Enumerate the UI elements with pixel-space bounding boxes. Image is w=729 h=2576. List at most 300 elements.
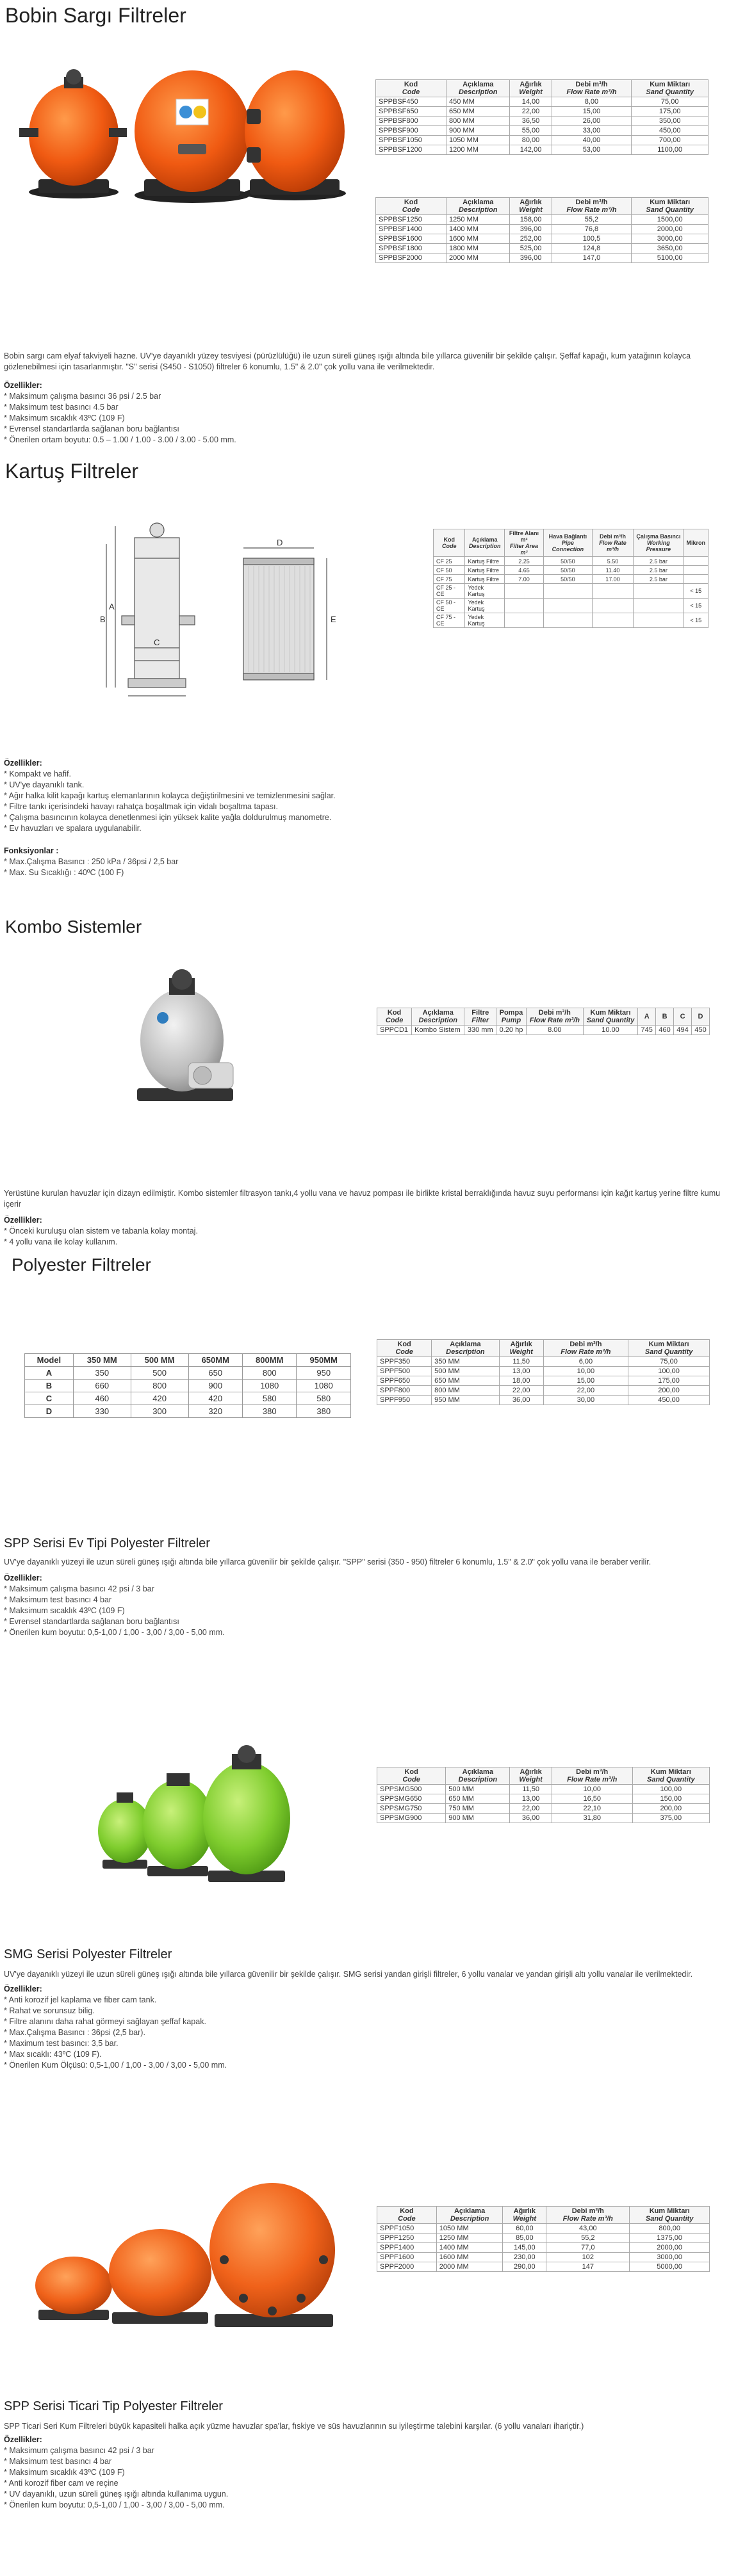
table-cell: 77,0 [546, 2243, 630, 2253]
dim-label-a: A [109, 602, 115, 611]
table-cell: 450 [692, 1026, 710, 1035]
list-item: * UV dayanıklı, uzun süreli güneş ışığı altında kullanıma uygun. [4, 2490, 229, 2499]
col-header: Debi m³/h Flow Rate m³/h [552, 1767, 632, 1785]
table-cell: SPPF1400 [377, 2243, 437, 2253]
table-cell: SPPBSF1200 [376, 145, 446, 155]
table-cell: 53,00 [552, 145, 632, 155]
list-item: * Ev havuzları ve spalara uygulanabilir. [4, 824, 142, 833]
col-header: Açıklama Description [446, 198, 510, 215]
table-row [377, 2243, 710, 2253]
list-item: * Kompakt ve hafif. [4, 769, 71, 778]
table-cell: Kombo Sistem [412, 1026, 464, 1035]
table-cell [684, 566, 709, 575]
table-cell: 8,00 [552, 97, 632, 107]
dim-label-d: D [277, 538, 283, 547]
list-item: * Önerilen kum boyutu: 0,5-1,00 / 1,00 - 3,00 / 3,00 - 5,00 mm. [4, 2500, 225, 2509]
table-cell: 2000 MM [436, 2262, 503, 2272]
col-header: Kod Code [434, 529, 465, 557]
col-header: Açıklama Description [412, 1008, 464, 1026]
table-cell [504, 613, 543, 628]
table-cell: 350,00 [632, 117, 709, 126]
spp-ticari-description [4, 2421, 721, 2511]
col-header: Kum Miktarı Sand Quantity [630, 2207, 710, 2224]
table-cell: 50/50 [544, 557, 593, 566]
table-cell: 75,00 [632, 97, 709, 107]
commercial-filters-image [32, 2177, 340, 2330]
table-cell: 375,00 [632, 1814, 709, 1823]
table-cell: SPPF1600 [377, 2253, 437, 2262]
table-row [377, 2234, 710, 2243]
table-cell: 525,00 [510, 244, 552, 254]
table-row [377, 2224, 710, 2234]
cartridge-features [4, 758, 721, 878]
cartridge-diagram [102, 520, 372, 705]
section-title-polyester: Polyester Filtreler [12, 1255, 151, 1275]
list-item: * Maksimum test basıncı 4 bar [4, 1595, 112, 1604]
table-cell: 450,00 [628, 1396, 710, 1405]
table-cell: SPPBSF1050 [376, 136, 446, 145]
table-row [25, 1380, 351, 1392]
table-cell: SPPSMG900 [377, 1814, 446, 1823]
table-cell: Kartuş Filtre [465, 566, 504, 575]
table-row [434, 599, 709, 613]
col-header: Debi m³/h Flow Rate m³/h [526, 1008, 583, 1026]
table-row [376, 136, 709, 145]
table-cell: SPPBSF650 [376, 107, 446, 117]
table-row [434, 584, 709, 599]
table-cell: 80,00 [510, 136, 552, 145]
table-cell: 2.5 bar [634, 575, 684, 584]
table-cell: 5100,00 [632, 254, 709, 263]
table-row [377, 1814, 710, 1823]
table-cell: 100,00 [628, 1367, 710, 1376]
features-heading: Özellikler: [4, 1216, 42, 1225]
table-cell: 2.5 bar [634, 566, 684, 575]
table-cell: 745 [638, 1026, 656, 1035]
table-row [377, 1376, 710, 1386]
table-cell: 1250 MM [446, 215, 510, 225]
table-cell: 396,00 [510, 254, 552, 263]
table-cell: < 15 [684, 599, 709, 613]
table-cell: D [25, 1405, 74, 1418]
col-header: 350 MM [73, 1354, 131, 1367]
table-cell: 200,00 [628, 1386, 710, 1396]
table-cell: SPPBSF1400 [376, 225, 446, 234]
table-cell: 22,00 [510, 1804, 552, 1814]
table-cell: 36,50 [510, 117, 552, 126]
features-heading: Özellikler: [4, 1984, 42, 1993]
description-text: UV'ye dayanıklı yüzeyi ile uzun süreli güneş ışığı altında bile yıllarca güvenilir bir şekilde çalışır. "SPP" serisi (350 - 950) filtreler 6 konumlu, 1.5" & 2.0" çok yollu vana ile beraber verilir. [4, 1558, 651, 1566]
col-header: Hava Bağlantı Pipe Connection [544, 529, 593, 557]
col-header: Açıklama Description [432, 1340, 500, 1357]
table-cell: 55,2 [546, 2234, 630, 2243]
col-header: Ağırlık Weight [503, 2207, 546, 2224]
list-item: * 4 yollu vana ile kolay kullanım. [4, 1237, 118, 1246]
table-cell: < 15 [684, 613, 709, 628]
col-header: Ağırlık Weight [510, 1767, 552, 1785]
col-header: Kod Code [377, 1008, 412, 1026]
col-header: Kum Miktarı Sand Quantity [632, 198, 709, 215]
table-cell: 40,00 [552, 136, 632, 145]
table-row [377, 1026, 710, 1035]
list-item: * Maksimum çalışma basıncı 42 psi / 3 bar [4, 1584, 154, 1593]
table-cell: 330 mm [464, 1026, 496, 1035]
list-item: * Anti korozif jel kaplama ve fiber cam tank. [4, 1995, 157, 2004]
table-cell: 3000,00 [632, 234, 709, 244]
table-cell: 22,00 [510, 107, 552, 117]
table-cell: 200,00 [632, 1804, 709, 1814]
table-cell: 800 MM [446, 117, 510, 126]
table-cell: 22,00 [543, 1386, 628, 1396]
table-row [25, 1367, 351, 1380]
table-cell: 76,8 [552, 225, 632, 234]
table-cell [592, 584, 634, 599]
smg-spec-table [377, 2206, 710, 2272]
table-cell [544, 613, 593, 628]
features-heading: Özellikler: [4, 1574, 42, 1582]
list-item: * Maksimum sıcaklık 43ºC (109 F) [4, 414, 125, 423]
table-cell: 1800 MM [446, 244, 510, 254]
section-title-smg: SMG Serisi Polyester Filtreler [4, 1947, 172, 1961]
table-cell: 3000,00 [630, 2253, 710, 2262]
list-item: * UV'ye dayanıklı tank. [4, 780, 85, 789]
table-cell: 1400 MM [436, 2243, 503, 2253]
dim-label-e: E [331, 615, 336, 624]
list-item: * Ağır halka kilit kapağı kartuş elemanlarının kolayca değiştirilmesini ve temizlenmesini sağlar. [4, 791, 336, 800]
table-row [376, 254, 709, 263]
col-header: Kod Code [377, 1767, 446, 1785]
list-item: * Rahat ve sorunsuz bilig. [4, 2006, 95, 2015]
table-cell: 55,00 [510, 126, 552, 136]
dim-label-c: C [154, 638, 160, 647]
table-cell: 900 MM [446, 126, 510, 136]
list-item: * Maksimum çalışma basıncı 42 psi / 3 bar [4, 2446, 154, 2455]
table-cell: 7.00 [504, 575, 543, 584]
list-item: * Önerilen ortam boyutu: 0.5 – 1.00 / 1.00 - 3.00 / 3.00 - 5.00 mm. [4, 435, 236, 444]
kombo-spec-table [377, 1008, 710, 1035]
table-cell: 500 [131, 1367, 188, 1380]
table-row [434, 575, 709, 584]
col-header: Ağırlık Weight [499, 1340, 543, 1357]
table-cell: Yedek Kartuş [465, 599, 504, 613]
list-item: * Max sıcaklı: 43ºC (109 F). [4, 2050, 102, 2059]
section-title-bobin: Bobin Sargı Filtreler [5, 4, 186, 27]
table-row [376, 234, 709, 244]
table-row [377, 1357, 710, 1367]
table-cell: 11.40 [592, 566, 634, 575]
table-cell: 1400 MM [446, 225, 510, 234]
table-cell: 36,00 [510, 1814, 552, 1823]
table-cell: Yedek Kartuş [465, 613, 504, 628]
table-cell: 350 MM [432, 1357, 500, 1367]
table-cell: 55,2 [552, 215, 632, 225]
list-item: * Maksimum çalışma basıncı 36 psi / 2.5 bar [4, 392, 161, 401]
table-cell: 11,50 [499, 1357, 543, 1367]
col-header: Açıklama Description [465, 529, 504, 557]
table-cell: SPPBSF1600 [376, 234, 446, 244]
col-header: Kum Miktarı Sand Quantity [632, 80, 709, 97]
table-cell: 2000,00 [630, 2243, 710, 2253]
polyester-spec-table [377, 1339, 710, 1405]
table-cell: 1080 [243, 1380, 297, 1392]
table-row [377, 2253, 710, 2262]
table-cell: 22,00 [499, 1386, 543, 1396]
features-heading: Özellikler: [4, 759, 42, 768]
list-item: * Max. Su Sıcaklığı : 40ºC (100 F) [4, 868, 124, 877]
table-cell: 14,00 [510, 97, 552, 107]
table-cell: 800 [131, 1380, 188, 1392]
table-cell: 1050 MM [436, 2224, 503, 2234]
table-cell: SPPBSF450 [376, 97, 446, 107]
table-cell: SPPF350 [377, 1357, 432, 1367]
table-cell: 660 [73, 1380, 131, 1392]
table-cell: CF 75 - CE [434, 613, 465, 628]
table-cell: < 15 [684, 584, 709, 599]
table-cell: 1050 MM [446, 136, 510, 145]
table-row [377, 1396, 710, 1405]
description-text: Bobin sargı cam elyaf takviyeli hazne. UV'ye dayanıklı yüzey tesviyesi (pürüzlülüğü) ile uzun süreli güneş ışığı altında bile yıllarca güvenilir bir şekilde çalışır. Şeffaf kapağı, kum yatağının kolayca gözlenebilmesi için tasarlanmıştır. "S" serisi (S450 - S1050) filtreler 6 konumlu, 1.5" & 2.0" çok yollu vana ile verilmektedir. [4, 351, 691, 371]
table-cell: 75,00 [628, 1357, 710, 1367]
col-header: 950MM [297, 1354, 351, 1367]
col-header: Açıklama Description [436, 2207, 503, 2224]
table-cell: 145,00 [503, 2243, 546, 2253]
table-cell: 580 [243, 1392, 297, 1405]
table-cell: CF 50 [434, 566, 465, 575]
list-item: * Max.Çalışma Basıncı : 250 kPa / 36psi / 2,5 bar [4, 857, 179, 866]
table-cell: 700,00 [632, 136, 709, 145]
table-cell: 500 MM [432, 1367, 500, 1376]
list-item: * Filtre tankı içerisindeki havayı rahatça boşaltmak için vidalı boşaltma tapası. [4, 802, 278, 811]
table-cell: 494 [674, 1026, 692, 1035]
table-cell: SPPF2000 [377, 2262, 437, 2272]
col-header: Mikron [684, 529, 709, 557]
table-cell [684, 557, 709, 566]
table-cell: 330 [73, 1405, 131, 1418]
table-cell: 30,00 [543, 1396, 628, 1405]
col-header: A [638, 1008, 656, 1026]
table-row [377, 1794, 710, 1804]
bobin-description [4, 351, 721, 446]
table-cell: 33,00 [552, 126, 632, 136]
table-cell: 150,00 [632, 1794, 709, 1804]
table-cell: 252,00 [510, 234, 552, 244]
table-row [376, 126, 709, 136]
smg-description [4, 1969, 721, 2071]
table-cell: 1100,00 [632, 145, 709, 155]
table-cell: 2000 MM [446, 254, 510, 263]
table-cell: CF 75 [434, 575, 465, 584]
table-cell [504, 599, 543, 613]
description-text: Yerüstüne kurulan havuzlar için dizayn edilmiştir. Kombo sistemler filtrasyon tankı,4 yollu vana ve havuz pompası ile birlikte kristal berraklığında havuz suyu performansı için kağıt kartuş yerine filtre kumu içerir [4, 1189, 721, 1209]
cartridge-spec-table [433, 529, 709, 628]
table-cell: CF 50 - CE [434, 599, 465, 613]
col-header: B [656, 1008, 674, 1026]
col-header: Ağırlık Weight [510, 80, 552, 97]
spp-ev-description [4, 1557, 721, 1638]
table-cell: 460 [73, 1392, 131, 1405]
col-header: Kod Code [377, 1340, 432, 1357]
table-cell: 175,00 [628, 1376, 710, 1386]
table-cell: 650 [188, 1367, 242, 1380]
features-heading: Özellikler: [4, 2435, 42, 2444]
list-item: * Filtre alanını daha rahat görmeyi sağlayan şeffaf kapak. [4, 2017, 206, 2026]
table-cell: 13,00 [499, 1367, 543, 1376]
list-item: * Maksimum test basıncı 4.5 bar [4, 403, 119, 412]
kombo-description [4, 1188, 721, 1248]
table-cell: 750 MM [446, 1804, 510, 1814]
col-header: Debi m³/h Flow Rate m³/h [552, 198, 632, 215]
col-header: Açıklama Description [446, 1767, 510, 1785]
table-cell: 100,00 [632, 1785, 709, 1794]
table-cell [592, 599, 634, 613]
col-header: Açıklama Description [446, 80, 510, 97]
col-header: Debi m³/h Flow Rate m³/h [546, 2207, 630, 2224]
table-cell: 580 [297, 1392, 351, 1405]
col-header: Kum Miktarı Sand Quantity [628, 1340, 710, 1357]
bobin-spec-table-a [375, 79, 709, 155]
table-cell: SPPF950 [377, 1396, 432, 1405]
list-item: * Önceki kuruluşu olan sistem ve tabanla kolay montaj. [4, 1227, 198, 1236]
table-cell: 1600 MM [436, 2253, 503, 2262]
list-item: * Maksimum sıcaklık 43ºC (109 F) [4, 1606, 125, 1615]
functions-heading: Fonksiyonlar : [4, 846, 59, 855]
table-cell: C [25, 1392, 74, 1405]
col-header: Model [25, 1354, 74, 1367]
table-cell: 17.00 [592, 575, 634, 584]
list-item: * Evrensel standartlarda sağlanan boru bağlantısı [4, 1617, 179, 1626]
green-filters-image [90, 1728, 295, 1888]
col-header: Debi m³/h Flow Rate m³/h [592, 529, 634, 557]
table-cell: 450,00 [632, 126, 709, 136]
table-cell: 2.25 [504, 557, 543, 566]
col-header: Debi m³/h Flow Rate m³/h [552, 80, 632, 97]
col-header: 800MM [243, 1354, 297, 1367]
table-row [25, 1392, 351, 1405]
table-cell: 142,00 [510, 145, 552, 155]
table-cell: 650 MM [432, 1376, 500, 1386]
table-cell: 18,00 [499, 1376, 543, 1386]
table-cell: 1250 MM [436, 2234, 503, 2243]
table-cell: 10,00 [552, 1785, 632, 1794]
table-cell: 1375,00 [630, 2234, 710, 2243]
table-cell [544, 584, 593, 599]
table-cell: SPPF1250 [377, 2234, 437, 2243]
table-cell [544, 599, 593, 613]
table-cell: 290,00 [503, 2262, 546, 2272]
table-cell: 420 [131, 1392, 188, 1405]
table-cell: 10.00 [583, 1026, 637, 1035]
table-cell: 2.5 bar [634, 557, 684, 566]
table-cell: 11,50 [510, 1785, 552, 1794]
col-header: Kod Code [377, 2207, 437, 2224]
table-cell: 16,50 [552, 1794, 632, 1804]
table-row [376, 107, 709, 117]
table-cell [634, 613, 684, 628]
table-cell: 50/50 [544, 575, 593, 584]
table-cell [634, 584, 684, 599]
table-cell: CF 25 - CE [434, 584, 465, 599]
table-row [376, 145, 709, 155]
table-cell: SPPF800 [377, 1386, 432, 1396]
table-cell: SPPSMG650 [377, 1794, 446, 1804]
col-header: Filtre Filter [464, 1008, 496, 1026]
table-cell: 350 [73, 1367, 131, 1380]
table-cell: SPPBSF1250 [376, 215, 446, 225]
table-cell: 320 [188, 1405, 242, 1418]
bobin-spec-table-b [375, 197, 709, 263]
description-text: UV'ye dayanıklı yüzeyi ile uzun süreli güneş ışığı altında bile yıllarca güvenilir bir şekilde çalışır. SMG serisi yandan girişli filtreler, 6 yollu vanalar ve yandan girişli altı yollu vanalar ile verilmektedir. [4, 1970, 693, 1979]
table-cell: 460 [656, 1026, 674, 1035]
table-cell [592, 613, 634, 628]
list-item: * Max.Çalışma Basıncı : 36psi (2,5 bar). [4, 2028, 145, 2037]
section-title-spp-ticari: SPP Serisi Ticari Tip Polyester Filtreler [4, 2399, 223, 2413]
col-header: Debi m³/h Flow Rate m³/h [543, 1340, 628, 1357]
table-cell: 800 MM [432, 1386, 500, 1396]
table-cell: SPPSMG750 [377, 1804, 446, 1814]
list-item: * Önerilen Kum Ölçüsü: 0,5-1,00 / 1,00 - 3,00 / 3,00 - 5,00 mm. [4, 2061, 227, 2070]
table-cell: 15,00 [552, 107, 632, 117]
table-cell: B [25, 1380, 74, 1392]
dim-label-b: B [100, 615, 106, 624]
table-row [376, 97, 709, 107]
table-cell: 3650,00 [632, 244, 709, 254]
table-cell: 13,00 [510, 1794, 552, 1804]
col-header: C [674, 1008, 692, 1026]
table-cell: 31,80 [552, 1814, 632, 1823]
table-cell: 147,0 [552, 254, 632, 263]
col-header: 500 MM [131, 1354, 188, 1367]
col-header: D [692, 1008, 710, 1026]
col-header: 650MM [188, 1354, 242, 1367]
table-cell: 2000,00 [632, 225, 709, 234]
table-cell: SPPBSF1800 [376, 244, 446, 254]
table-cell: SPPCD1 [377, 1026, 412, 1035]
table-cell: 85,00 [503, 2234, 546, 2243]
table-cell: 102 [546, 2253, 630, 2262]
table-cell: A [25, 1367, 74, 1380]
table-cell: 1500,00 [632, 215, 709, 225]
table-cell: SPPBSF900 [376, 126, 446, 136]
table-row [377, 1785, 710, 1794]
table-cell: 1080 [297, 1380, 351, 1392]
col-header: Kod Code [376, 80, 446, 97]
table-cell: 124,8 [552, 244, 632, 254]
table-cell: 26,00 [552, 117, 632, 126]
table-cell: 22,10 [552, 1804, 632, 1814]
table-cell: 43,00 [546, 2224, 630, 2234]
spp-ev-spec-table [377, 1767, 710, 1823]
table-row [376, 244, 709, 254]
table-cell: 5000,00 [630, 2262, 710, 2272]
table-cell: 450 MM [446, 97, 510, 107]
table-cell: 230,00 [503, 2253, 546, 2262]
table-row [434, 557, 709, 566]
table-cell: 950 MM [432, 1396, 500, 1405]
table-cell: 4.65 [504, 566, 543, 575]
table-cell: 15,00 [543, 1376, 628, 1386]
table-cell: 950 [297, 1367, 351, 1380]
table-cell: 175,00 [632, 107, 709, 117]
section-title-spp-ev: SPP Serisi Ev Tipi Polyester Filtreler [4, 1536, 210, 1550]
col-header: Kum Miktarı Sand Quantity [632, 1767, 709, 1785]
table-row [377, 1386, 710, 1396]
table-cell: SPPF650 [377, 1376, 432, 1386]
kombo-system-image [131, 967, 240, 1107]
table-cell: SPPBSF2000 [376, 254, 446, 263]
list-item: * Çalışma basıncının kolayca denetlenmesi için yüksek kalite yağla doldurulmuş manometre. [4, 813, 332, 822]
table-cell: 8.00 [526, 1026, 583, 1035]
table-cell: 6,00 [543, 1357, 628, 1367]
